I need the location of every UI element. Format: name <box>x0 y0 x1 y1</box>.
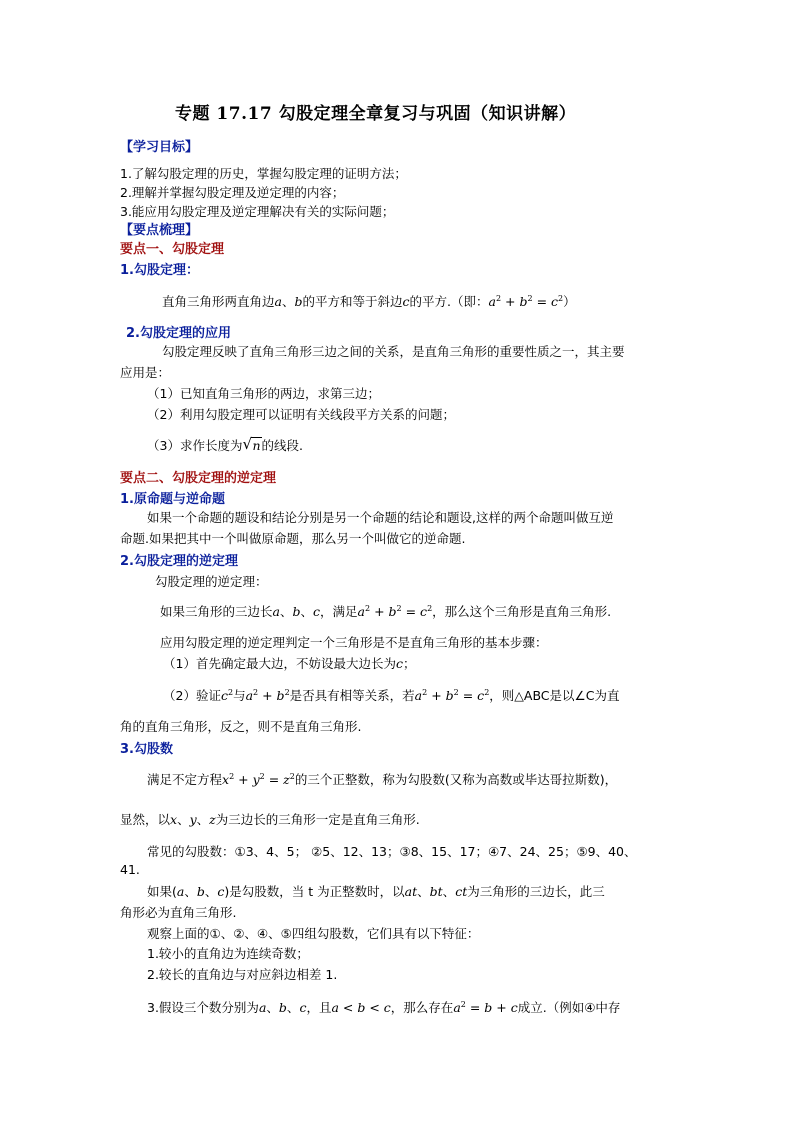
step-1: （1）首先确定最大边，不妨设最大边长为c； <box>163 656 416 671</box>
point1-sub2-heading: 2.勾股定理的应用 <box>126 326 231 341</box>
objective-2: 2.理解并掌握勾股定理及逆定理的内容； <box>120 185 345 200</box>
pythagorean-triple-definition: 满足不定方程$x^2 + y^2 = z^2$的三个正整数，称为勾股数(又称为高数或毕达哥拉斯数)， <box>147 772 618 787</box>
common-triples-2: 41. <box>120 862 140 877</box>
steps-intro: 应用勾股定理的逆定理判定一个三角形是不是直角三角形的基本步骤： <box>160 635 548 650</box>
step-2-line-2: 角的直角三角形，反之，则不是直角三角形. <box>120 719 362 734</box>
point1-sub1-heading: 1.勾股定理： <box>120 263 199 278</box>
converse-proposition-text-1: 如果一个命题的题设和结论分别是另一个命题的结论和题设,这样的两个命题叫做互逆 <box>147 510 614 525</box>
feature-1: 1.较小的直角边为连续奇数； <box>147 946 309 961</box>
converse-proposition-text-2: 命题.如果把其中一个叫做原命题，那么另一个叫做它的逆命题. <box>120 531 466 546</box>
triple-multiple-1: 如果(a、b、c)是勾股数，当 t 为正整数时，以at、bt、ct为三角形的三边长，此三 <box>147 884 605 899</box>
triple-multiple-2: 角形必为直角三角形. <box>120 905 237 920</box>
converse-theorem-intro: 勾股定理的逆定理： <box>155 574 268 589</box>
summary-heading: 【要点梳理】 <box>120 223 199 238</box>
application-intro-1: 勾股定理反映了直角三角形三边之间的关系，是直角三角形的重要性质之一，其主要 <box>162 344 625 359</box>
feature-3: 3.假设三个数分别为a、b、c，且a < b < c，那么存在$a^2 = b + c$成立.（例如④中存 <box>147 1000 621 1015</box>
application-item-1: （1）已知直角三角形的两边，求第三边； <box>147 386 380 401</box>
observe-text: 观察上面的①、②、④、⑤四组勾股数，它们具有以下特征： <box>147 926 480 941</box>
objective-3: 3.能应用勾股定理及逆定理解决有关的实际问题； <box>120 204 395 219</box>
point1-heading: 要点一、勾股定理 <box>120 242 225 257</box>
step-2-line-1: （2）验证$c^2$与$a^2 + b^2$是否具有相等关系，若$a^2 + b^2 = c^2$，则△ABC是以∠C为直 <box>163 688 620 703</box>
point2-sub1-heading: 1.原命题与逆命题 <box>120 492 225 507</box>
application-intro-2: 应用是： <box>120 365 171 380</box>
pythagorean-triple-note: 显然，以x、y、z为三边长的三角形一定是直角三角形. <box>120 812 420 827</box>
application-item-2: （2）利用勾股定理可以证明有关线段平方关系的问题； <box>147 407 455 422</box>
point2-heading: 要点二、勾股定理的逆定理 <box>120 471 277 486</box>
page-title: 专题 17.17 勾股定理全章复习与巩固（知识讲解） <box>175 104 577 124</box>
common-triples-1: 常见的勾股数：①3、4、5； ②5、12、13；③8、15、17；④7、24、25；⑤9、40、 <box>147 844 637 859</box>
feature-2: 2.较长的直角边与对应斜边相差 1. <box>147 967 338 982</box>
application-item-3: （3）求作长度为 √ n的线段. <box>147 435 304 453</box>
point2-sub3-heading: 3.勾股数 <box>120 742 173 757</box>
pythagorean-theorem-statement: 直角三角形两直角边a、b的平方和等于斜边c的平方.（即：$a^2 + b^2 = c^2$） <box>162 294 576 309</box>
converse-theorem-statement: 如果三角形的三边长a、b、c，满足$a^2 + b^2 = c^2$，那么这个三角形是直角三角形. <box>160 604 612 619</box>
point2-sub2-heading: 2.勾股定理的逆定理 <box>120 554 238 569</box>
objectives-heading: 【学习目标】 <box>120 140 199 155</box>
sqrt-n: √ n <box>242 435 261 453</box>
objective-1: 1.了解勾股定理的历史，掌握勾股定理的证明方法； <box>120 166 407 181</box>
